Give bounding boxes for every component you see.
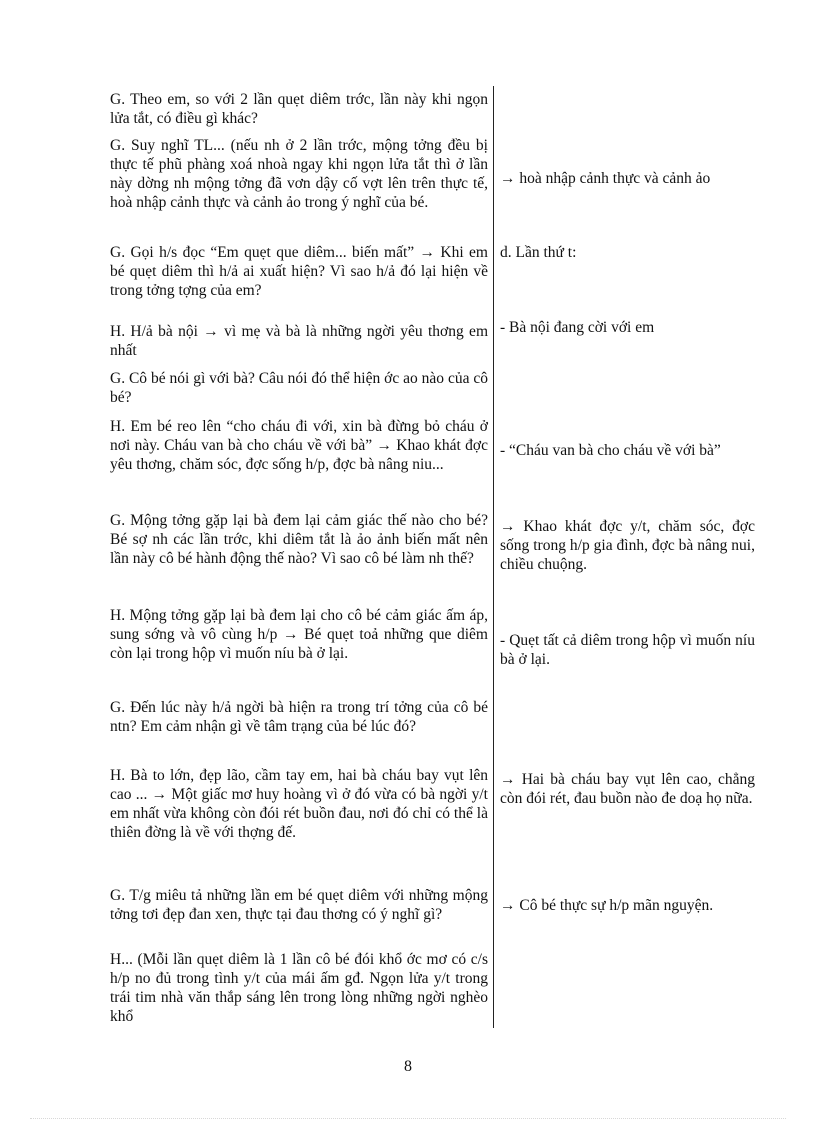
left-cell-6: H. Em bé reo lên “cho cháu đi với, xin bà đừng bỏ cháu ở nơi này. Cháu van bà cho cháu về với bà” → Khao khát đợc yêu thơng, chăm sóc, đợc sống h/p, đợc bà nâng niu...	[110, 418, 488, 473]
page-number: 8	[404, 1058, 412, 1075]
right-cell-4: - “Cháu van bà cho cháu về với bà”	[500, 442, 721, 459]
column-divider	[493, 86, 494, 1028]
left-cell-5: G. Cô bé nói gì với bà? Câu nói đó thể hiện ớc ao nào của cô bé?	[110, 370, 488, 406]
left-cell-1: G. Theo em, so với 2 lần quẹt diêm trớc, lần này khi ngọn lửa tắt, có điều gì khác?	[110, 91, 488, 127]
left-cell-12: H... (Mỗi lần quẹt diêm là 1 lần cô bé đói khổ ớc mơ có c/s h/p no đủ trong tình y/t của mái ấm gđ. Ngọn lửa y/t trong trái tim nhà văn thắp sáng lên trong lòng những ngời nghèo khổ	[110, 951, 488, 1025]
left-cell-7: G. Mộng tởng gặp lại bà đem lại cảm giác thế nào cho bé? Bé sợ nh các lần trớc, khi diêm tắt là ảo ảnh biến mất nên lần này cô bé hành động thế nào? Vì sao cô bé làm nh thế?	[110, 512, 488, 567]
left-cell-2: G. Suy nghĩ TL... (nếu nh ở 2 lần trớc, mộng tởng đều bị thực tế phũ phàng xoá nhoà ngay khi ngọn lửa tắt thì ở lần này dờng nh mộng tởng đã vơn dậy cố vợt lên trên thực tế, hoà nhập cảnh thực và cảnh ảo trong ý nghĩ của bé.	[110, 137, 488, 211]
lesson-table	[105, 86, 760, 1028]
left-cell-4: H. H/ả bà nội → vì mẹ và bà là những ngời yêu thơng em nhất	[110, 323, 488, 359]
right-cell-5: → Khao khát đợc y/t, chăm sóc, đợc sống trong h/p gia đình, đợc bà nâng nui, chiều chuộng.	[500, 518, 755, 573]
right-cell-7: → Hai bà cháu bay vụt lên cao, chẳng còn đói rét, đau buồn nào đe doạ họ nữa.	[500, 771, 755, 807]
left-cell-11: G. T/g miêu tả những lần em bé quẹt diêm với những mộng tởng tơi đẹp đan xen, thực tại đau thơng có ý nghĩ gì?	[110, 887, 488, 923]
left-cell-8: H. Mộng tởng gặp lại bà đem lại cho cô bé cảm giác ấm áp, sung sớng và vô cùng h/p → Bé quẹt toả những que diêm còn lại trong hộp vì muốn níu bà ở lại.	[110, 607, 488, 662]
right-cell-1: → hoà nhập cảnh thực và cảnh ảo	[500, 170, 711, 187]
left-cell-3: G. Gọi h/s đọc “Em quẹt que diêm... biến mất” → Khi em bé quẹt diêm thì h/ả ai xuất hiện? Vì sao h/ả đó lại hiện về trong tởng tợng của em?	[110, 244, 488, 299]
page-bottom-border	[30, 1118, 786, 1119]
right-cell-8: → Cô bé thực sự h/p mãn nguyện.	[500, 897, 714, 914]
right-cell-6: - Quẹt tất cả diêm trong hộp vì muốn níu bà ở lại.	[500, 632, 755, 668]
left-cell-9: G. Đến lúc này h/ả ngời bà hiện ra trong trí tởng của cô bé ntn? Em cảm nhận gì về tâm trạng của bé lúc đó?	[110, 699, 488, 735]
right-cell-2: d. Lần thứ t:	[500, 244, 577, 261]
left-cell-10: H. Bà to lớn, đẹp lão, cầm tay em, hai bà cháu bay vụt lên cao ... → Một giấc mơ huy hoàng vì ở đó vừa có bà ngời y/t em nhất vừa không còn đói rét buồn đau, nơi đó chỉ có thể là thiên đờng là về với thợng đế.	[110, 767, 488, 841]
right-cell-3: - Bà nội đang cời với em	[500, 319, 655, 336]
